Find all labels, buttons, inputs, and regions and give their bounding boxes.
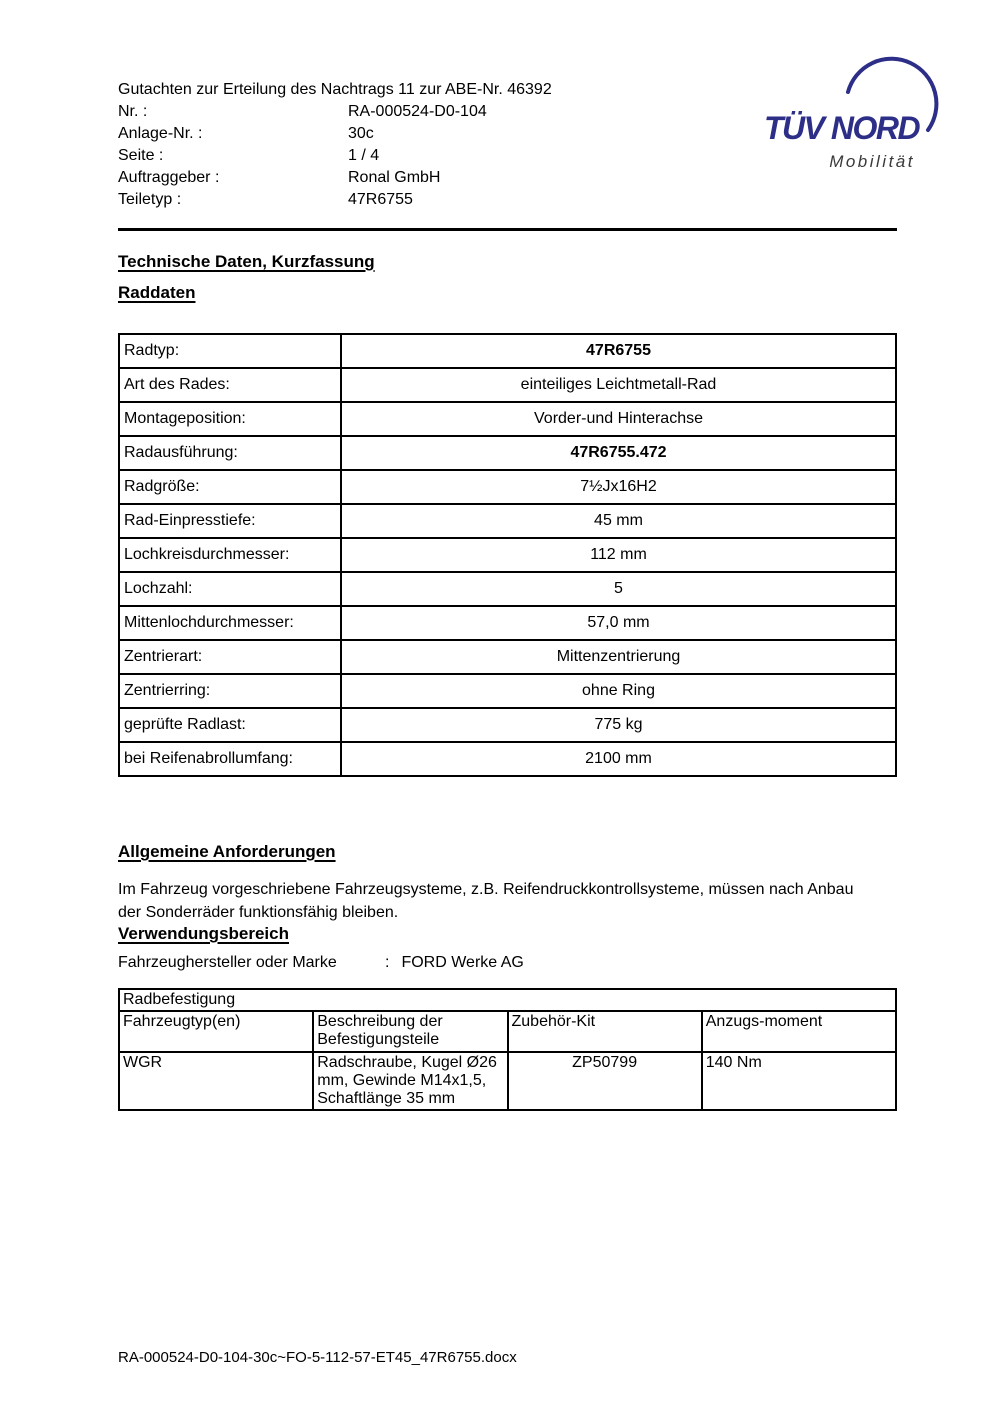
radbefestigung-title: Radbefestigung <box>119 989 896 1011</box>
field-label-seite: Seite : <box>118 147 164 164</box>
heading-allgemeine-anforderungen: Allgemeine Anforderungen <box>118 842 336 861</box>
row-label: Montageposition: <box>119 402 341 436</box>
row-value: einteiliges Leichtmetall-Rad <box>341 368 896 402</box>
table-row <box>119 1052 896 1110</box>
manufacturer-colon: : <box>385 954 390 971</box>
field-value-nr: RA-000524-D0-104 <box>348 103 487 120</box>
manufacturer-label: Fahrzeughersteller oder Marke <box>118 954 337 971</box>
table-row <box>119 470 896 504</box>
field-label-teiletyp: Teiletyp : <box>118 191 182 208</box>
row-label: bei Reifenabrollumfang: <box>119 742 341 776</box>
row-label: Radtyp: <box>119 334 341 368</box>
table-row <box>119 334 896 368</box>
tuv-nord-logo <box>752 45 947 175</box>
row-label: Lochkreisdurchmesser: <box>119 538 341 572</box>
table-row <box>119 368 896 402</box>
column-header-fahrzeugtyp: Fahrzeugtyp(en) <box>119 1011 313 1052</box>
logo-brand-text: TÜV NORD <box>764 110 920 146</box>
row-value: 47R6755.472 <box>341 436 896 470</box>
column-header-anzugsmoment: Anzugs-moment <box>702 1011 896 1052</box>
table-row <box>119 606 896 640</box>
raddaten-table <box>118 333 897 777</box>
row-label: Radgröße: <box>119 470 341 504</box>
row-value: 112 mm <box>341 538 896 572</box>
header-divider <box>118 228 897 231</box>
table-row <box>119 674 896 708</box>
table-row <box>119 742 896 776</box>
header-field-row <box>118 145 768 167</box>
table-row <box>119 708 896 742</box>
row-label: Zentrierring: <box>119 674 341 708</box>
row-label: Lochzahl: <box>119 572 341 606</box>
field-value-auftraggeber: Ronal GmbH <box>348 169 441 186</box>
logo-subtitle-text: Mobilität <box>829 152 915 171</box>
table-row <box>119 538 896 572</box>
row-label: Mittenlochdurchmesser: <box>119 606 341 640</box>
table-header-row <box>119 1011 896 1052</box>
table-row <box>119 640 896 674</box>
cell-beschreibung: Radschraube, Kugel Ø26 mm, Gewinde M14x1,5, Schaftlänge 35 mm <box>313 1052 507 1110</box>
row-value: 45 mm <box>341 504 896 538</box>
row-value: 775 kg <box>341 708 896 742</box>
row-label: geprüfte Radlast: <box>119 708 341 742</box>
field-label-nr: Nr. : <box>118 103 148 120</box>
field-value-anlage: 30c <box>348 125 374 142</box>
heading-raddaten: Raddaten <box>118 283 196 302</box>
row-value: ohne Ring <box>341 674 896 708</box>
paragraph-anforderungen: Im Fahrzeug vorgeschriebene Fahrzeugsysteme, z.B. Reifendruckkontrollsysteme, müssen nach Anbau der Sonderräder funktionsfähig bleiben. <box>118 881 854 921</box>
header-field-row <box>118 123 768 145</box>
field-value-seite: 1 / 4 <box>348 147 380 164</box>
header-field-row <box>118 101 768 123</box>
manufacturer-line <box>118 954 524 972</box>
header-field-row <box>118 189 768 211</box>
row-value: 2100 mm <box>341 742 896 776</box>
row-label: Rad-Einpresstiefe: <box>119 504 341 538</box>
row-value: Vorder-und Hinterachse <box>341 402 896 436</box>
column-header-zubehoer-kit: Zubehör-Kit <box>508 1011 702 1052</box>
row-value: Mittenzentrierung <box>341 640 896 674</box>
header-field-row <box>118 167 768 189</box>
table-row <box>119 572 896 606</box>
field-value-teiletyp: 47R6755 <box>348 191 413 208</box>
row-value: 47R6755 <box>341 334 896 368</box>
heading-verwendungsbereich: Verwendungsbereich <box>118 924 289 943</box>
manufacturer-value: FORD Werke AG <box>401 954 524 971</box>
radbefestigung-table <box>118 988 897 1111</box>
document-header <box>118 79 768 211</box>
cell-zubehoer-kit: ZP50799 <box>508 1052 702 1110</box>
row-value: 57,0 mm <box>341 606 896 640</box>
table-title-row <box>119 989 896 1011</box>
row-value: 5 <box>341 572 896 606</box>
cell-fahrzeugtyp: WGR <box>119 1052 313 1110</box>
footer-filename: RA-000524-D0-104-30c~FO-5-112-57-ET45_47R6755.docx <box>118 1349 517 1366</box>
table-row <box>119 436 896 470</box>
column-header-beschreibung: Beschreibung der Befestigungsteile <box>313 1011 507 1052</box>
field-label-auftraggeber: Auftraggeber : <box>118 169 220 186</box>
row-label: Zentrierart: <box>119 640 341 674</box>
row-value: 7½Jx16H2 <box>341 470 896 504</box>
table-row <box>119 504 896 538</box>
cell-anzugsmoment: 140 Nm <box>702 1052 896 1110</box>
field-label-anlage: Anlage-Nr. : <box>118 125 203 142</box>
row-label: Radausführung: <box>119 436 341 470</box>
tuv-nord-logo-graphic <box>752 45 947 175</box>
document-title: Gutachten zur Erteilung des Nachtrags 11 zur ABE-Nr. 46392 <box>118 81 552 98</box>
table-row <box>119 402 896 436</box>
row-label: Art des Rades: <box>119 368 341 402</box>
heading-technische-daten: Technische Daten, Kurzfassung <box>118 252 375 271</box>
